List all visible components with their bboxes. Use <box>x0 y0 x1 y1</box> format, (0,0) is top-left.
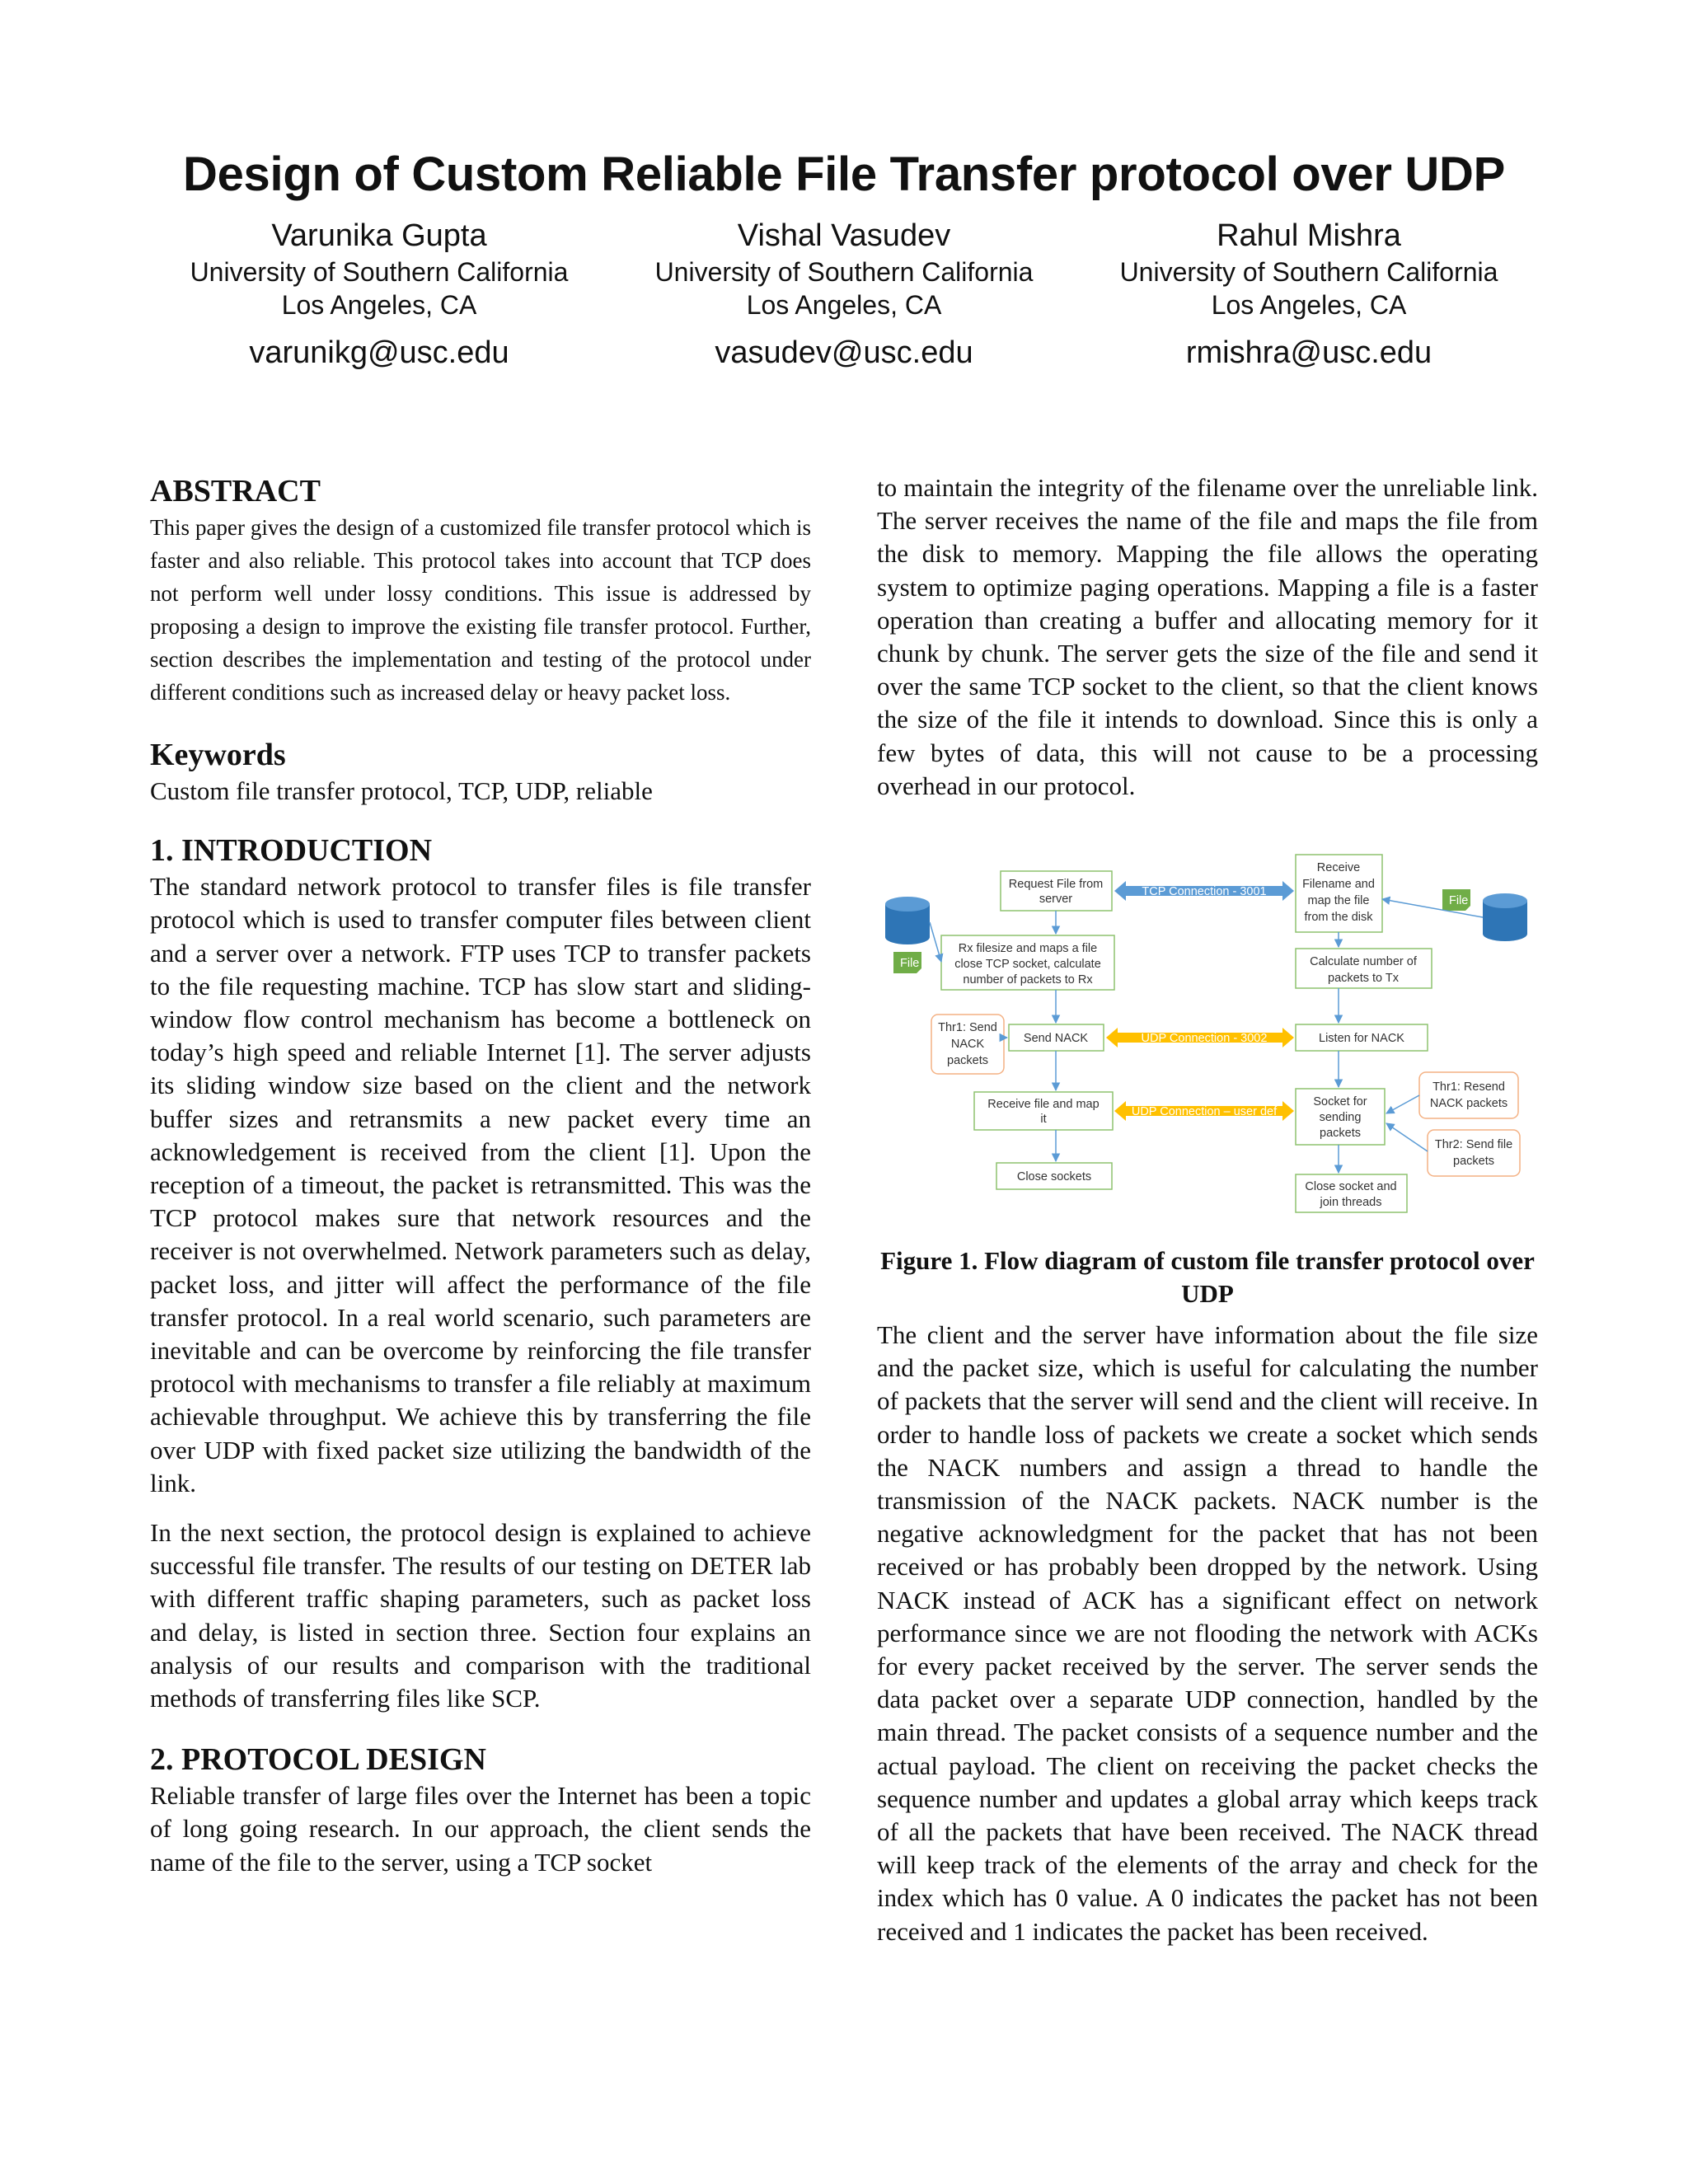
author-name: Vishal Vasudev <box>737 218 951 253</box>
node-receive-file-map <box>974 1092 1113 1130</box>
author-block <box>1053 216 1564 373</box>
svg-text:packets: packets <box>947 1054 988 1067</box>
node-close-join <box>1296 1174 1407 1212</box>
author-email: varunikg@usc.edu <box>249 335 509 370</box>
right-column <box>877 471 1538 803</box>
svg-text:Receive: Receive <box>1316 861 1361 874</box>
svg-text:Socket for: Socket for <box>1313 1095 1367 1108</box>
author-affiliation: University of Southern California <box>190 257 569 287</box>
svg-text:it: it <box>1040 1113 1047 1126</box>
svg-text:Thr1: Send: Thr1: Send <box>938 1021 997 1034</box>
protocol-design-paragraph-1-continued: to maintain the integrity of the filename over the unreliable link. The server receives the name of the file and maps the file from the disk to memory. Mapping the file allows the operating system to optimize paging operations. Mapping a file is a faster operation than creating a buffer and allocating memory for it chunk by chunk. The server gets the size of the file and send it over the same TCP socket to the client, so that the client knows the size of the file it intends to download. Since this is only a few bytes of data, this will not cause to be a processing overhead in our protocol. <box>877 473 1538 800</box>
svg-text:from the disk: from the disk <box>1304 911 1373 924</box>
svg-text:join threads: join threads <box>1320 1196 1382 1209</box>
svg-text:UDP Connection – user def: UDP Connection – user def <box>1131 1105 1278 1118</box>
figure-caption: Figure 1. Flow diagram of custom file transfer protocol over UDP <box>880 1246 1535 1308</box>
svg-text:Thr2: Send file: Thr2: Send file <box>1434 1138 1513 1151</box>
udp-connection-arrow <box>1106 1028 1294 1047</box>
author-email: rmishra@usc.edu <box>1185 335 1432 370</box>
author-name: Varunika Gupta <box>271 218 487 253</box>
node-request-file <box>1001 871 1112 911</box>
svg-text:NACK packets: NACK packets <box>1429 1097 1508 1110</box>
node-calculate-packets <box>1296 949 1432 988</box>
author-name: Rahul Mishra <box>1217 218 1401 253</box>
node-close-sockets <box>996 1163 1112 1189</box>
svg-text:Receive file and map: Receive file and map <box>987 1098 1100 1111</box>
paper-title: Design of Custom Reliable File Transfer protocol over UDP <box>183 148 1505 201</box>
protocol-design-paragraph-2: The client and the server have information about the file size and the packet size, which is useful for calculating the number of packets that the server will send and the client will receive. In order to handle loss of packets we create a socket which sends the NACK numbers and assign a thread to handle the transmission of the NACK packets. NACK number is the negative acknowledgment for the packet that has not been received or has probably been dropped by the network. Using NACK instead of ACK has a significant effect on network performance since we are not flooding the network with ACKs for every packet received by the server. The server sends the data packet over a separate UDP connection, handled by the main thread. The packet consists of a sequence number and the actual payload. The client on receiving the packet checks the sequence number and updates a global array which keeps track of all the packets that have been received. The NACK thread will keep track of the elements of the array and check for the index which has 0 value. A 0 indicates the packet has not been received and 1 indicates the packet has been received. <box>877 1320 1538 1946</box>
svg-text:Rx filesize and maps a file: Rx filesize and maps a file <box>958 942 1098 955</box>
introduction-paragraph-2: In the next section, the protocol design is explained to achieve successful file transfer. The results of our testing on DETER lab with different traffic shaping parameters, such as packet loss and delay, is listed in section three. Section four explains an analysis of our results and comparison with the traditional methods of transferring files like SCP. <box>150 1518 811 1713</box>
node-listen-nack <box>1296 1024 1428 1051</box>
udp-user-connection-arrow <box>1114 1101 1294 1121</box>
svg-text:Close sockets: Close sockets <box>1016 1170 1092 1183</box>
file-label: File <box>1449 894 1469 907</box>
node-thread2-send-file <box>1428 1130 1520 1176</box>
keywords-text: Custom file transfer protocol, TCP, UDP, reliable <box>150 776 653 805</box>
author-block <box>124 216 635 373</box>
author-location: Los Angeles, CA <box>746 290 942 320</box>
file-icon <box>1442 889 1470 911</box>
author-affiliation: University of Southern California <box>1119 257 1498 287</box>
right-column-lower <box>877 1319 1538 1948</box>
node-thread1-resend-nack <box>1419 1072 1518 1118</box>
node-rx-filesize <box>941 935 1114 990</box>
file-icon <box>893 952 921 973</box>
abstract-heading: ABSTRACT <box>150 474 321 509</box>
svg-text:Filename and: Filename and <box>1302 878 1375 891</box>
keywords-heading: Keywords <box>150 738 286 772</box>
svg-text:Thr1: Resend: Thr1: Resend <box>1432 1080 1505 1094</box>
svg-text:close TCP socket, calculate: close TCP socket, calculate <box>954 958 1101 971</box>
svg-text:sending: sending <box>1319 1111 1362 1124</box>
introduction-paragraph-1: The standard network protocol to transfer files is file transfer protocol which is used to transfer computer files between client and a server over a network. FTP uses TCP to transfer packets to the file requesting machine. TCP has slow start and sliding-window flow control mechanism has become a bottleneck on today’s high speed and reliable Internet [1]. The server adjusts its sliding window size based on the client and the network buffer sizes and retransmits a new packet every time an acknowledgement is received from the client [1]. Upon the reception of a timeout, the packet is retransmitted. This was the TCP protocol makes sure that network resources and the receiver is not overwhelmed. Network parameters such as delay, packet loss, and jitter will affect the performance of the file transfer protocol. In a real world scenario, such parameters are inevitable and can be overcome by reinforcing the file transfer protocol with mechanisms to transfer a file reliably at maximum achievable throughput. We achieve this by transferring the file over UDP with fixed packet size utilizing the bandwidth of the link. <box>150 872 811 1497</box>
author-location: Los Angeles, CA <box>281 290 477 320</box>
author-email: vasudev@usc.edu <box>715 335 973 370</box>
file-label: File <box>900 957 920 970</box>
protocol-design-paragraph-1: Reliable transfer of large files over the Internet has been a topic of long going research. In our approach, the client sends the name of the file to the server, using a TCP socket <box>150 1781 811 1877</box>
node-receive-filename <box>1296 855 1382 932</box>
svg-text:Listen for NACK: Listen for NACK <box>1319 1032 1404 1045</box>
author-block <box>588 216 1100 373</box>
author-location: Los Angeles, CA <box>1211 290 1407 320</box>
tcp-connection-arrow <box>1114 881 1294 901</box>
svg-text:server: server <box>1039 893 1073 906</box>
abstract-text: This paper gives the design of a customized file transfer protocol which is faster and also reliable. This protocol takes into account that TCP does not perform well under lossy conditions. This issue is addressed by proposing a design to improve the existing file transfer protocol. Further, section describes the implementation and testing of the protocol under different conditions such as increased delay or heavy packet loss. <box>150 515 811 705</box>
svg-text:packets: packets <box>1453 1155 1494 1168</box>
node-socket-sending <box>1296 1089 1385 1145</box>
introduction-heading: 1. INTRODUCTION <box>150 833 433 869</box>
svg-text:Calculate number of: Calculate number of <box>1310 955 1417 968</box>
flow-diagram <box>877 853 1538 1228</box>
node-send-nack <box>1009 1024 1104 1051</box>
svg-text:TCP Connection - 3001: TCP Connection - 3001 <box>1142 885 1267 898</box>
svg-text:NACK: NACK <box>950 1038 985 1051</box>
svg-text:Request File from: Request File from <box>1008 878 1104 891</box>
left-column <box>150 471 811 1879</box>
svg-text:Send NACK: Send NACK <box>1023 1032 1089 1045</box>
author-affiliation: University of Southern California <box>654 257 1034 287</box>
database-icon <box>885 897 930 944</box>
svg-text:map the file: map the file <box>1307 894 1370 907</box>
protocol-design-heading: 2. PROTOCOL DESIGN <box>150 1742 486 1778</box>
svg-text:UDP Connection - 3002: UDP Connection - 3002 <box>1141 1032 1268 1045</box>
database-icon <box>1483 893 1527 941</box>
svg-text:packets: packets <box>1320 1127 1361 1140</box>
node-thread1-send-nack <box>931 1015 1004 1074</box>
svg-text:packets to Tx: packets to Tx <box>1328 972 1399 985</box>
svg-text:Close socket and: Close socket and <box>1305 1180 1397 1193</box>
svg-text:number of packets to Rx: number of packets to Rx <box>963 973 1093 987</box>
flow-diagram-figure <box>877 853 1538 1228</box>
